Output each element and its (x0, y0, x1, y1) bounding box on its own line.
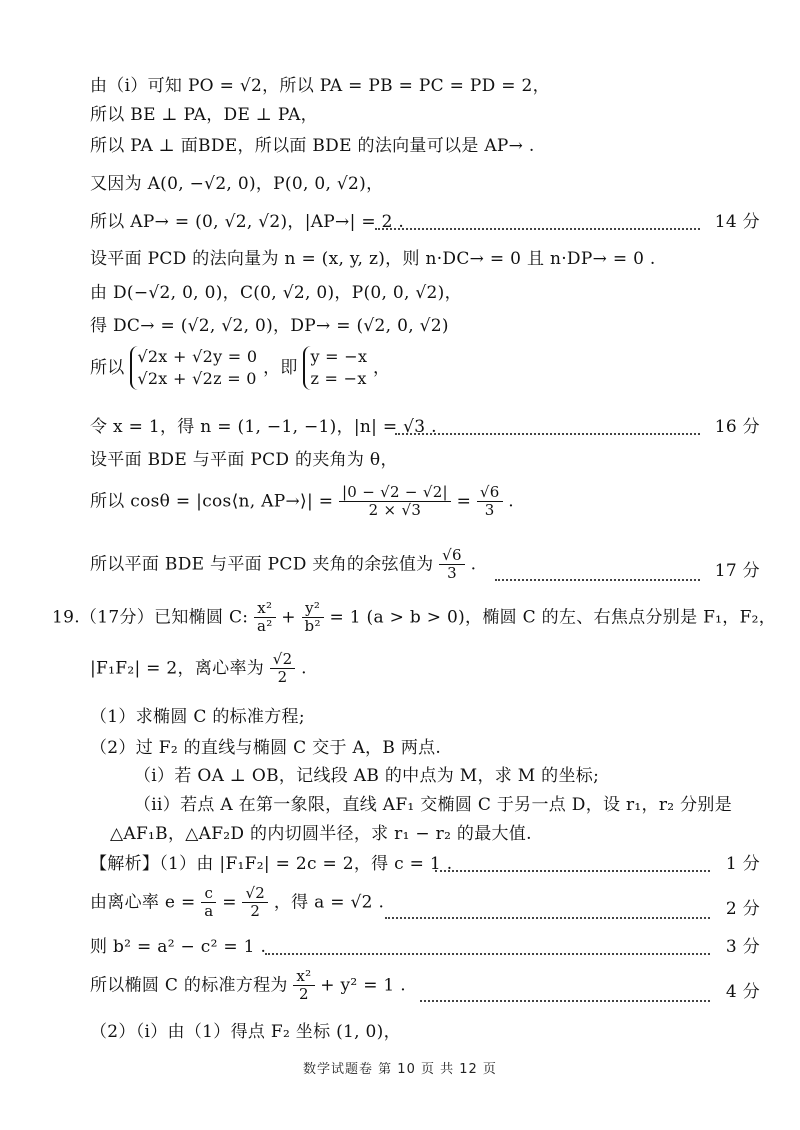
dotted-leader (385, 893, 710, 919)
fraction: $\frac{√2}{2}$ (270, 651, 296, 686)
fraction: $\frac{|0 - √2 - √2|}{2 \times √3}$ (339, 484, 451, 519)
score-label: 3 分 (725, 937, 760, 957)
sub-question-2-ii: （ii）若点 A 在第一象限，直线 AF₁ 交椭圆 C 于另一点 D，设 r₁，r₂ 分别是 (134, 795, 732, 815)
page-footer: 数学试题卷 第 10 页 共 12 页 (303, 1062, 497, 1077)
equation-system-2: y = −x z = −x (303, 346, 367, 390)
dotted-leader (435, 846, 710, 872)
dotted-leader (495, 555, 700, 581)
dotted-leader (420, 976, 710, 1002)
dotted-leader (395, 409, 700, 435)
text-line: 又因为 A(0, −√2, 0)，P(0, 0, √2)， (90, 174, 384, 194)
text-line: 得 DC→ = (√2, √2, 0)，DP→ = (√2, 0, √2) (90, 316, 449, 336)
dotted-leader (375, 204, 700, 230)
text-line-scored: 【解析】（1）由 |F₁F₂| = 2c = 2，得 c = 1 . 1 分 (90, 852, 760, 876)
text-line: 由（i）可知 PO = √2，所以 PA = PB = PC = PD = 2， (90, 76, 550, 96)
score-label: 16 分 (714, 417, 760, 437)
sub-question-2-ii-cont: △AF₁B，△AF₂D 的内切圆半径，求 r₁ − r₂ 的最大值. (110, 824, 532, 844)
fraction: $\frac{c}{a}$ (201, 885, 216, 920)
fraction: $\frac{\text{x²}}{2}$ (293, 968, 314, 1003)
score-label: 17 分 (714, 561, 760, 581)
fraction: $\frac{\text{x²}}{\text{a²}}$ (254, 600, 276, 635)
text-line: 设平面 BDE 与平面 PCD 的夹角为 θ， (90, 450, 398, 470)
fraction: $\frac{√6}{3}$ (439, 547, 465, 582)
text-line: 由 D(−√2, 0, 0)，C(0, √2, 0)，P(0, 0, √2)， (90, 283, 462, 303)
sub-question-1: （1）求椭圆 C 的标准方程; (90, 707, 305, 727)
text-line-scored: 所以 AP→ = (0, √2, √2)，|AP→| = 2 . 14 分 (90, 210, 760, 234)
formula-line: 所以 cosθ = |cos⟨n, AP→⟩| = $\frac{|0 - √2 - √2|}{2 \times √3}$ = $\frac{√6}{3}$ . (90, 483, 515, 519)
text-line: 设平面 PCD 的法向量为 n = (x, y, z)，则 n·DC→ = 0 且 n·DP→ = 0 . (90, 249, 656, 269)
text-line-scored: 所以椭圆 C 的标准方程为 $\frac{\text{x²}}{2}$ + y² = 1 . 4 分 (90, 967, 760, 1003)
equation-system-1: √2x + √2y = 0 √2x + √2z = 0 (130, 346, 257, 390)
score-label: 2 分 (725, 899, 760, 919)
dotted-leader (265, 929, 710, 955)
score-label: 4 分 (725, 982, 760, 1002)
sub-question-2: （2）过 F₂ 的直线与椭圆 C 交于 A，B 两点. (90, 738, 442, 758)
question-19-stem: 19.（17分）已知椭圆 C: $\frac{\text{x²}}{\text{a²}}$ + $\frac{\text{y²}}{\text{b²}}$ = 1 (a > b > 0)，椭圆 C 的左、右焦点分别是 F₁，F₂， (52, 599, 777, 635)
text-line: |F₁F₂| = 2，离心率为 $\frac{√2}{2}$ . (90, 650, 307, 686)
text-line-scored: 所以平面 BDE 与平面 PCD 夹角的余弦值为 $\frac{√6}{3}$ . 17 分 (90, 546, 760, 582)
text-line: 所以 BE ⊥ PA，DE ⊥ PA， (90, 105, 318, 125)
score-label: 14 分 (714, 212, 760, 232)
equation-system-line: 所以 √2x + √2y = 0 √2x + √2z = 0 ，即 y = −x z = −x ， (90, 347, 391, 388)
fraction: $\frac{\text{y²}}{\text{b²}}$ (302, 600, 324, 635)
score-label: 1 分 (725, 854, 760, 874)
fraction: $\frac{√6}{3}$ (477, 484, 503, 519)
sub-question-2-i: （i）若 OA ⊥ OB，记线段 AB 的中点为 M，求 M 的坐标; (134, 766, 600, 786)
text-line-scored: 则 b² = a² − c² = 1 . 3 分 (90, 935, 760, 959)
text-line: 所以 PA ⊥ 面BDE，所以面 BDE 的法向量可以是 AP→ . (90, 136, 535, 156)
fraction: $\frac{√2}{2}$ (242, 885, 268, 920)
text-line-scored: 由离心率 e = $\frac{c}{a}$ = $\frac{√2}{2}$ ，得 a = √2 . 2 分 (90, 884, 760, 920)
text-line-scored: 令 x = 1，得 n = (1, −1, −1)，|n| = √3 . 16 分 (90, 415, 760, 439)
text-line: （2）（i）由（1）得点 F₂ 坐标 (1, 0)， (90, 1022, 401, 1042)
